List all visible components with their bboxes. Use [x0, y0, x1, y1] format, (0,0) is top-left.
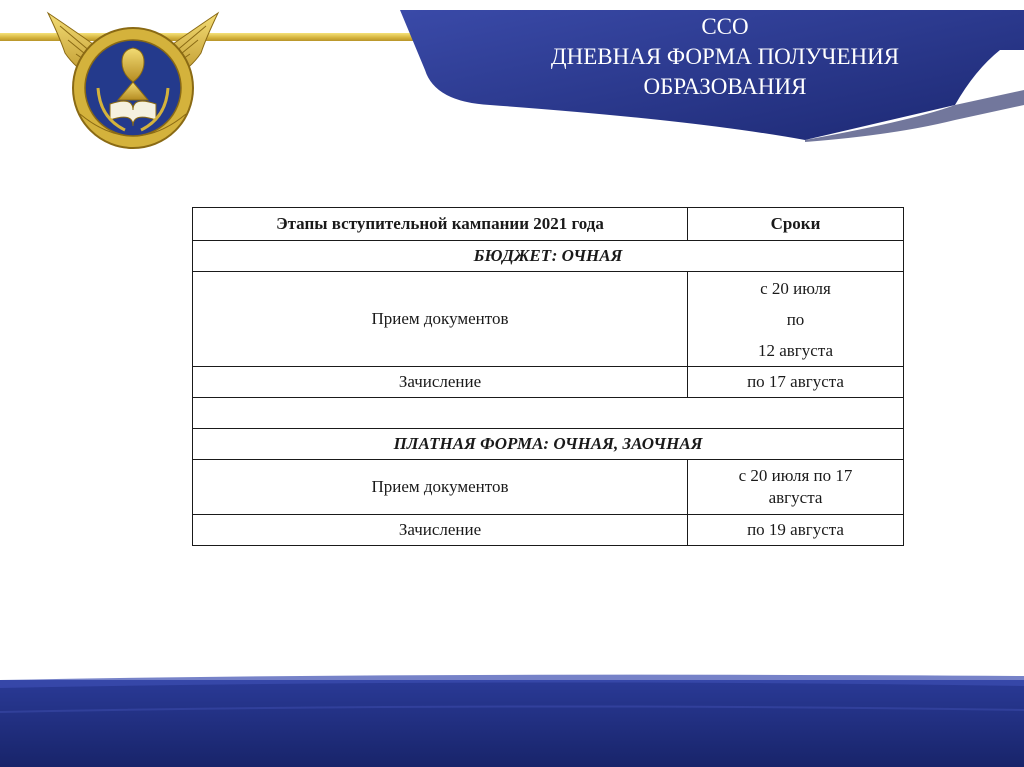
table-row: [193, 367, 904, 398]
title-line-2: ДНЕВНАЯ ФОРМА ПОЛУЧЕНИЯ: [550, 44, 900, 69]
section-row-paid: [193, 429, 904, 460]
section-row-budget: [193, 241, 904, 272]
table-row: [193, 515, 904, 546]
table-row: [193, 460, 904, 515]
slide-title: [485, 12, 965, 102]
dates-line: по: [786, 309, 805, 329]
border-guard-academy-emblem-icon: [40, 8, 226, 153]
empty-row: [193, 398, 904, 429]
section-paid-label: ПЛАТНАЯ ФОРМА: ОЧНАЯ, ЗАОЧНАЯ: [193, 429, 904, 460]
table-row: [193, 272, 904, 367]
title-line-1: ССО: [701, 14, 749, 39]
dates-cell: по 17 августа: [688, 367, 904, 398]
footer-band: [0, 672, 1024, 767]
table-header-row: [193, 208, 904, 241]
stage-cell: Зачисление: [193, 367, 688, 398]
stage-cell: Прием документов: [193, 460, 688, 515]
header-stages: Этапы вступительной кампании 2021 года: [193, 208, 688, 241]
dates-line: августа: [768, 488, 823, 507]
dates-cell: [688, 460, 904, 515]
empty-cell: [193, 398, 904, 429]
admission-stages-table: [192, 207, 904, 546]
title-line-3: ОБРАЗОВАНИЯ: [643, 74, 807, 99]
stage-cell: Прием документов: [193, 272, 688, 367]
stage-cell: Зачисление: [193, 515, 688, 546]
dates-cell: по 19 августа: [688, 515, 904, 546]
dates-line: 12 августа: [757, 340, 834, 360]
dates-line: с 20 июля: [760, 278, 831, 298]
dates-cell: [688, 272, 904, 367]
dates-line: с 20 июля по 17: [738, 466, 853, 485]
header-dates: Сроки: [688, 208, 904, 241]
section-budget-label: БЮДЖЕТ: ОЧНАЯ: [193, 241, 904, 272]
